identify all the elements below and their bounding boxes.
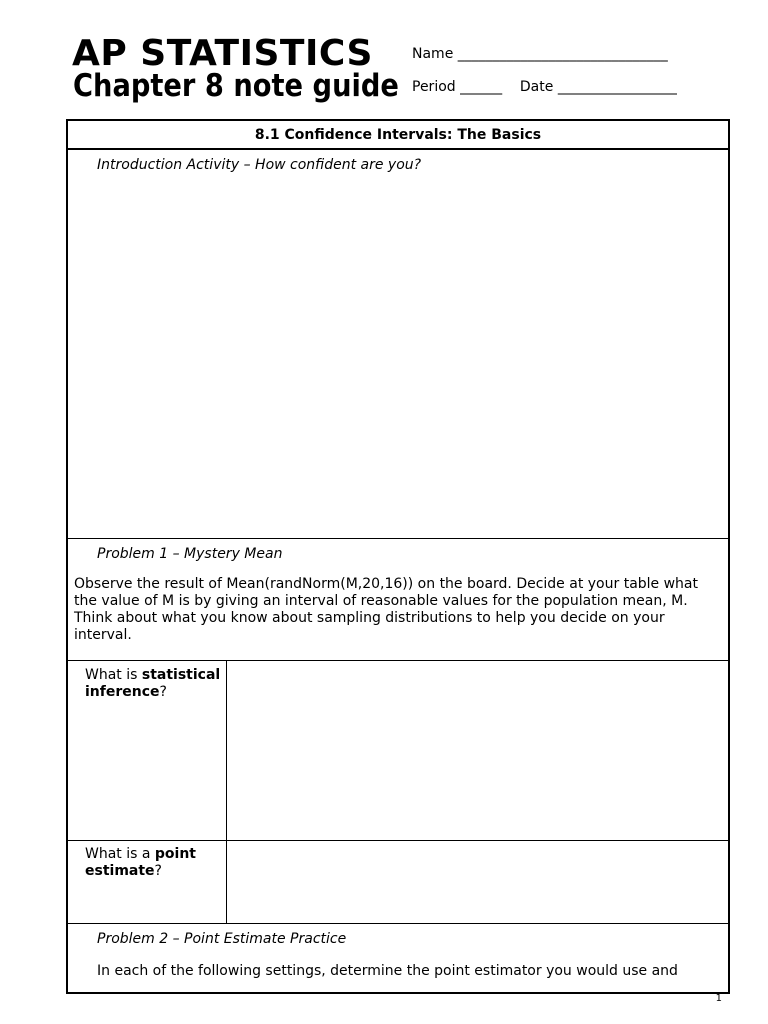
problem2-text: In each of the following settings, determine the point estimator you would use and	[97, 963, 678, 979]
section-header	[68, 121, 728, 149]
problem1-area	[68, 539, 728, 660]
page-title: AP STATISTICS	[72, 33, 373, 74]
page-number: 1	[715, 993, 722, 1004]
problem1-label: Problem 1 – Mystery Mean	[97, 546, 283, 562]
statistical-inference-question: What is statistical inference?	[85, 667, 221, 700]
statistical-inference-answer[interactable]	[228, 661, 728, 840]
name-field[interactable]: Name ______________________________	[412, 46, 668, 62]
problem2-area	[68, 924, 728, 990]
period-date-field[interactable]: Period ______ Date _________________	[412, 79, 677, 95]
problem2-label: Problem 2 – Point Estimate Practice	[97, 931, 347, 947]
point-estimate-answer[interactable]	[228, 841, 728, 923]
problem1-text: Observe the result of Mean(randNorm(M,20,16)) on the board. Decide at your table what the value of M is by giving an interval of reasonable values for the population mean, M. Think about what you know about sampling distributions to help you decide on your interval.	[74, 576, 698, 643]
intro-activity-label: Introduction Activity – How confident are you?	[97, 157, 422, 173]
column-divider	[226, 661, 227, 840]
notes-table	[66, 119, 730, 994]
statistical-inference-row	[68, 661, 728, 840]
section-title: 8.1 Confidence Intervals: The Basics	[254, 127, 542, 143]
point-estimate-question: What is a point estimate?	[85, 846, 197, 879]
point-estimate-row	[68, 841, 728, 923]
column-divider	[226, 841, 227, 923]
intro-activity-area[interactable]	[68, 150, 728, 539]
page-subtitle: Chapter 8 note guide	[73, 68, 399, 104]
